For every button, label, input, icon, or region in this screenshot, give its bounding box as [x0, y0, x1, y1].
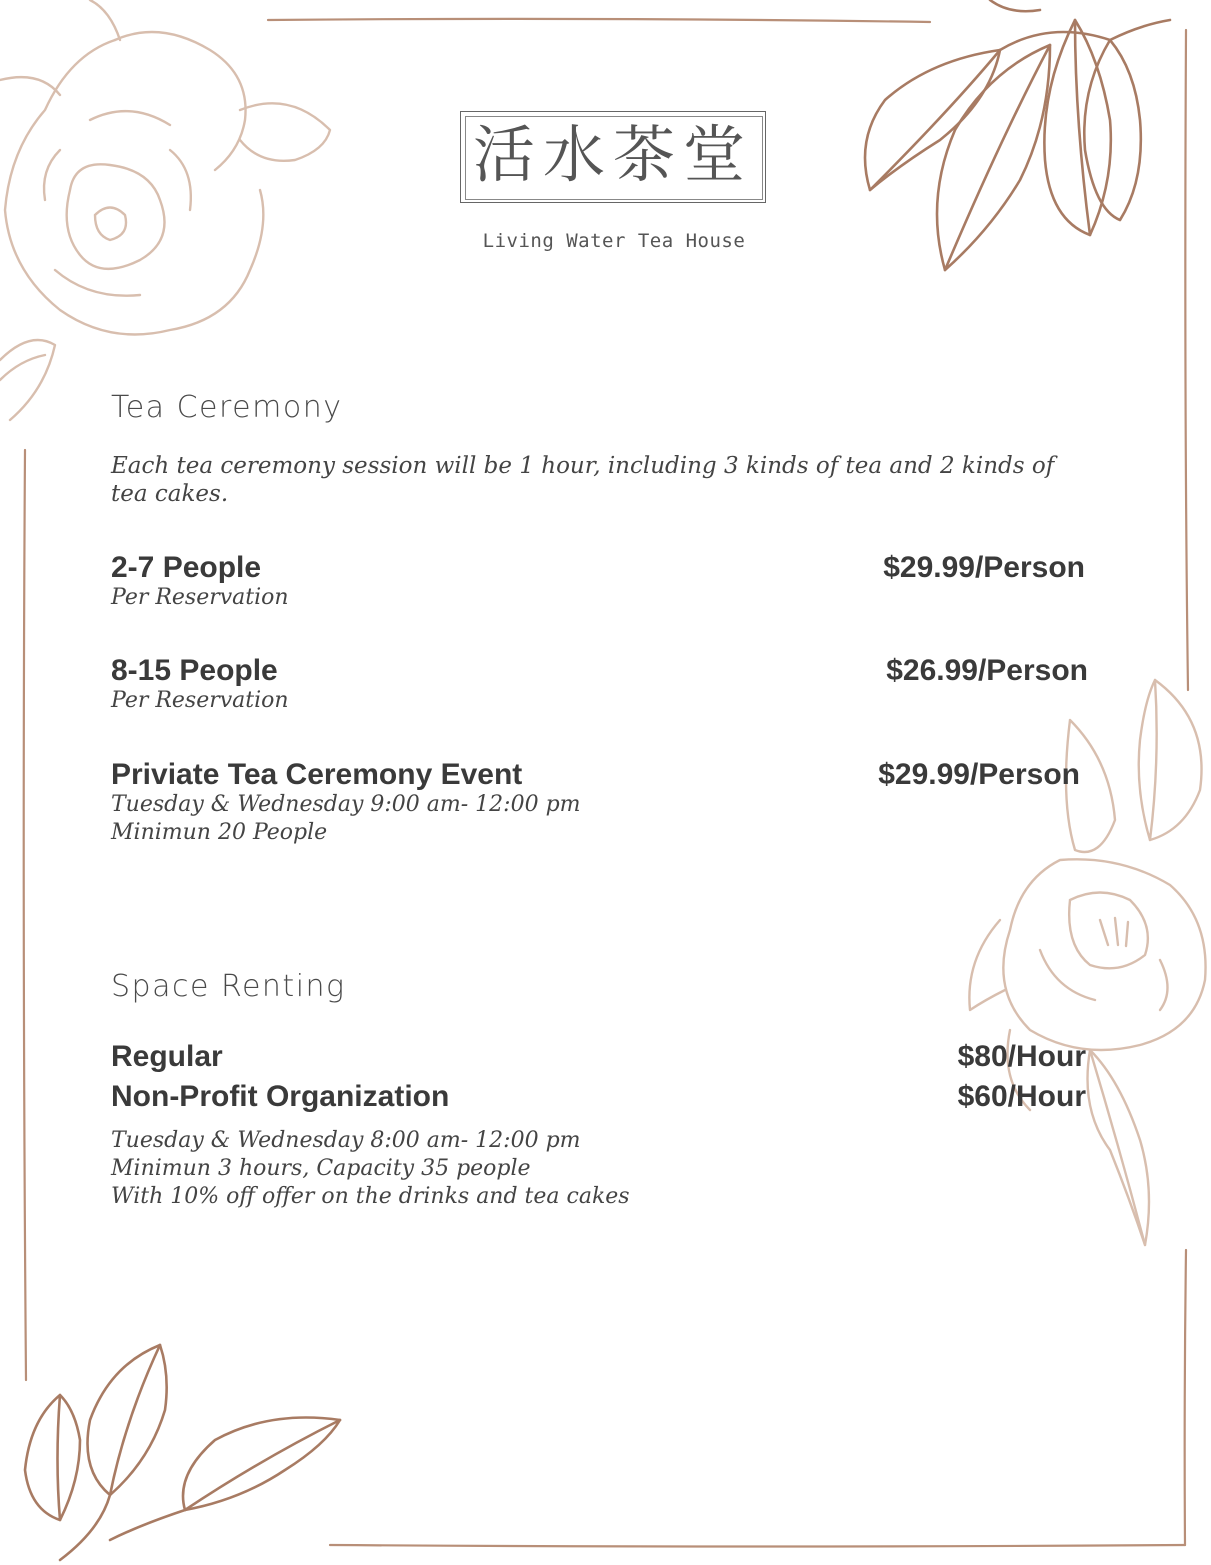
- item-private-event-hours: Tuesday & Wednesday 9:00 am- 12:00 pm: [111, 792, 581, 817]
- item-non-profit-price: $60/Hour: [957, 1080, 1086, 1113]
- tea-ceremony-title: Tea Ceremony: [111, 390, 343, 425]
- item-2-7-people-name: 2-7 People: [111, 551, 262, 584]
- frame-top-line: [268, 19, 930, 22]
- tea-house-logo: [460, 111, 768, 205]
- top-right-leaves-drawing: [865, 0, 1170, 270]
- item-private-event-name: Priviate Tea Ceremony Event: [111, 758, 523, 791]
- frame-right-line: [1185, 30, 1188, 690]
- item-non-profit-name: Non-Profit Organization: [111, 1080, 450, 1113]
- frame-bottom-line: [330, 1545, 1185, 1547]
- logo-english-name: Living Water Tea House: [482, 230, 746, 252]
- frame-right-line-lower: [1185, 1250, 1186, 1545]
- item-regular-name: Regular: [111, 1040, 223, 1073]
- item-8-15-people-name: 8-15 People: [111, 654, 278, 687]
- item-2-7-people-price: $29.99/Person: [883, 551, 1085, 584]
- bottom-left-leaves-drawing: [25, 1345, 340, 1560]
- item-2-7-people-note: Per Reservation: [111, 585, 289, 610]
- logo-chinese-name: 活水茶堂: [472, 118, 753, 191]
- item-8-15-people-note: Per Reservation: [111, 688, 289, 713]
- item-private-event-price: $29.99/Person: [878, 758, 1080, 791]
- item-private-event-minimum: Minimun 20 People: [111, 820, 328, 845]
- frame-left-line: [24, 450, 26, 1380]
- item-8-15-people-price: $26.99/Person: [886, 654, 1088, 687]
- tea-ceremony-description: Each tea ceremony session will be 1 hour, including 3 kinds of tea and 2 kinds of tea cakes.: [111, 453, 1055, 507]
- space-renting-discount: With 10% off offer on the drinks and tea cakes: [111, 1184, 630, 1209]
- space-renting-capacity: Minimun 3 hours, Capacity 35 people: [111, 1156, 531, 1181]
- item-regular-price: $80/Hour: [957, 1040, 1086, 1073]
- space-renting-title: Space Renting: [111, 969, 346, 1004]
- top-left-flower-drawing: [0, 0, 330, 420]
- space-renting-hours: Tuesday & Wednesday 8:00 am- 12:00 pm: [111, 1128, 581, 1153]
